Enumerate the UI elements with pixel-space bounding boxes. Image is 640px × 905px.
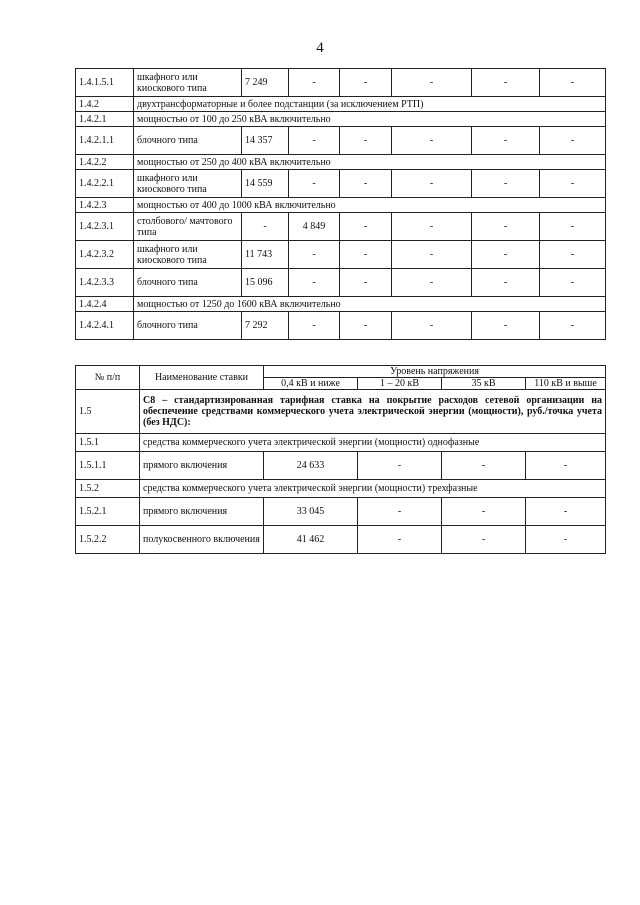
value-cell: - bbox=[340, 269, 392, 297]
voltage-header: 35 кВ bbox=[442, 378, 526, 390]
value-cell: 7 292 bbox=[242, 312, 289, 340]
value-cell: - bbox=[442, 526, 526, 554]
value-cell: - bbox=[540, 312, 606, 340]
row-name: полукосвенного включения bbox=[140, 526, 264, 554]
row-code: 1.5.1.1 bbox=[76, 452, 140, 480]
value-cell: 14 357 bbox=[242, 127, 289, 155]
value-cell: - bbox=[289, 241, 340, 269]
value-cell: - bbox=[540, 241, 606, 269]
row-code: 1.4.2.3.1 bbox=[76, 213, 134, 241]
value-cell: - bbox=[242, 213, 289, 241]
value-cell: - bbox=[340, 241, 392, 269]
section-row bbox=[76, 480, 606, 498]
col-name-header: Наименование ставки bbox=[140, 366, 264, 390]
row-name: прямого включения bbox=[140, 498, 264, 526]
value-cell: - bbox=[540, 213, 606, 241]
section-title: мощностью от 1250 до 1600 кВА включительно bbox=[134, 297, 606, 312]
value-cell: - bbox=[540, 69, 606, 97]
section-title: средства коммерческого учета электрической энергии (мощности) трехфазные bbox=[140, 480, 606, 498]
value-cell: - bbox=[472, 69, 540, 97]
value-cell: - bbox=[392, 127, 472, 155]
value-cell: - bbox=[289, 269, 340, 297]
row-name: столбового/ мачтового типа bbox=[134, 213, 242, 241]
value-cell: - bbox=[526, 452, 606, 480]
value-cell: - bbox=[340, 312, 392, 340]
col-number-header: № п/п bbox=[76, 366, 140, 390]
value-cell: - bbox=[540, 127, 606, 155]
value-cell: 15 096 bbox=[242, 269, 289, 297]
value-cell: - bbox=[340, 213, 392, 241]
value-cell: - bbox=[358, 526, 442, 554]
value-cell: - bbox=[540, 170, 606, 198]
value-cell: - bbox=[289, 312, 340, 340]
section-row bbox=[76, 198, 606, 213]
value-cell: 14 559 bbox=[242, 170, 289, 198]
table-row bbox=[76, 241, 606, 269]
section-title: двухтрансформаторные и более подстанции (за исключением РТП) bbox=[134, 97, 606, 112]
value-cell: - bbox=[392, 312, 472, 340]
section-title: средства коммерческого учета электрической энергии (мощности) однофазные bbox=[140, 434, 606, 452]
voltage-header: 1 – 20 кВ bbox=[358, 378, 442, 390]
value-cell: 33 045 bbox=[264, 498, 358, 526]
value-cell: - bbox=[472, 127, 540, 155]
section-row bbox=[76, 297, 606, 312]
row-code: 1.4.2.3 bbox=[76, 198, 134, 213]
value-cell: - bbox=[340, 127, 392, 155]
value-cell: - bbox=[526, 498, 606, 526]
value-cell: - bbox=[289, 127, 340, 155]
row-code: 1.4.2.4 bbox=[76, 297, 134, 312]
row-name: шкафного или киоскового типа bbox=[134, 241, 242, 269]
row-name: шкафного или киоскового типа bbox=[134, 170, 242, 198]
row-code: 1.5.2 bbox=[76, 480, 140, 498]
value-cell: 7 249 bbox=[242, 69, 289, 97]
value-cell: - bbox=[358, 452, 442, 480]
value-cell: - bbox=[358, 498, 442, 526]
voltage-header: 110 кВ и выше bbox=[526, 378, 606, 390]
section-title: мощностью от 400 до 1000 кВА включительно bbox=[134, 198, 606, 213]
value-cell: - bbox=[472, 213, 540, 241]
row-code: 1.4.2.1 bbox=[76, 112, 134, 127]
table-row bbox=[76, 526, 606, 554]
value-cell: - bbox=[472, 312, 540, 340]
row-name: блочного типа bbox=[134, 269, 242, 297]
row-code: 1.5.2.1 bbox=[76, 498, 140, 526]
value-cell: - bbox=[392, 170, 472, 198]
row-name: шкафного или киоскового типа bbox=[134, 69, 242, 97]
row-code: 1.4.2.2 bbox=[76, 155, 134, 170]
row-code: 1.5.1 bbox=[76, 434, 140, 452]
section-title: мощностью от 250 до 400 кВА включительно bbox=[134, 155, 606, 170]
table-row bbox=[76, 127, 606, 155]
value-cell: - bbox=[472, 241, 540, 269]
section-row bbox=[76, 112, 606, 127]
section-row bbox=[76, 434, 606, 452]
value-cell: 4 849 bbox=[289, 213, 340, 241]
table-row bbox=[76, 498, 606, 526]
value-cell: - bbox=[340, 170, 392, 198]
table-row bbox=[76, 170, 606, 198]
table-row bbox=[76, 312, 606, 340]
rate-title: С8 – стандартизированная тарифная ставка на покрытие расходов сетевой организации на обеспечение средствами коммерческого учета электрической энергии (мощности), руб./точка учета (без НДС): bbox=[140, 390, 606, 434]
value-cell: - bbox=[540, 269, 606, 297]
value-cell: - bbox=[392, 241, 472, 269]
value-cell: - bbox=[340, 69, 392, 97]
value-cell: - bbox=[442, 498, 526, 526]
row-name: блочного типа bbox=[134, 312, 242, 340]
value-cell: - bbox=[472, 170, 540, 198]
value-cell: - bbox=[442, 452, 526, 480]
tariff-table-continued bbox=[75, 68, 606, 340]
row-code: 1.4.2.3.2 bbox=[76, 241, 134, 269]
value-cell: - bbox=[289, 170, 340, 198]
value-cell: 11 743 bbox=[242, 241, 289, 269]
value-cell: - bbox=[392, 69, 472, 97]
row-code: 1.4.2.4.1 bbox=[76, 312, 134, 340]
row-name: блочного типа bbox=[134, 127, 242, 155]
row-code: 1.5 bbox=[76, 390, 140, 434]
value-cell: - bbox=[289, 69, 340, 97]
value-cell: - bbox=[472, 269, 540, 297]
row-code: 1.5.2.2 bbox=[76, 526, 140, 554]
section-row bbox=[76, 155, 606, 170]
value-cell: - bbox=[526, 526, 606, 554]
section-title: мощностью от 100 до 250 кВА включительно bbox=[134, 112, 606, 127]
row-code: 1.4.2.2.1 bbox=[76, 170, 134, 198]
section-row bbox=[76, 97, 606, 112]
table-row bbox=[76, 269, 606, 297]
row-code: 1.4.2.3.3 bbox=[76, 269, 134, 297]
value-cell: 41 462 bbox=[264, 526, 358, 554]
voltage-level-header: Уровень напряжения bbox=[264, 366, 606, 378]
value-cell: 24 633 bbox=[264, 452, 358, 480]
table-row bbox=[76, 213, 606, 241]
table-row bbox=[76, 69, 606, 97]
row-code: 1.4.2.1.1 bbox=[76, 127, 134, 155]
table-row bbox=[76, 452, 606, 480]
value-cell: - bbox=[392, 269, 472, 297]
voltage-header: 0,4 кВ и ниже bbox=[264, 378, 358, 390]
page-number: 4 bbox=[316, 40, 324, 56]
row-code: 1.4.1.5.1 bbox=[76, 69, 134, 97]
tariff-table-c8 bbox=[75, 365, 606, 554]
section-row bbox=[76, 390, 606, 434]
value-cell: - bbox=[392, 213, 472, 241]
row-name: прямого включения bbox=[140, 452, 264, 480]
row-code: 1.4.2 bbox=[76, 97, 134, 112]
